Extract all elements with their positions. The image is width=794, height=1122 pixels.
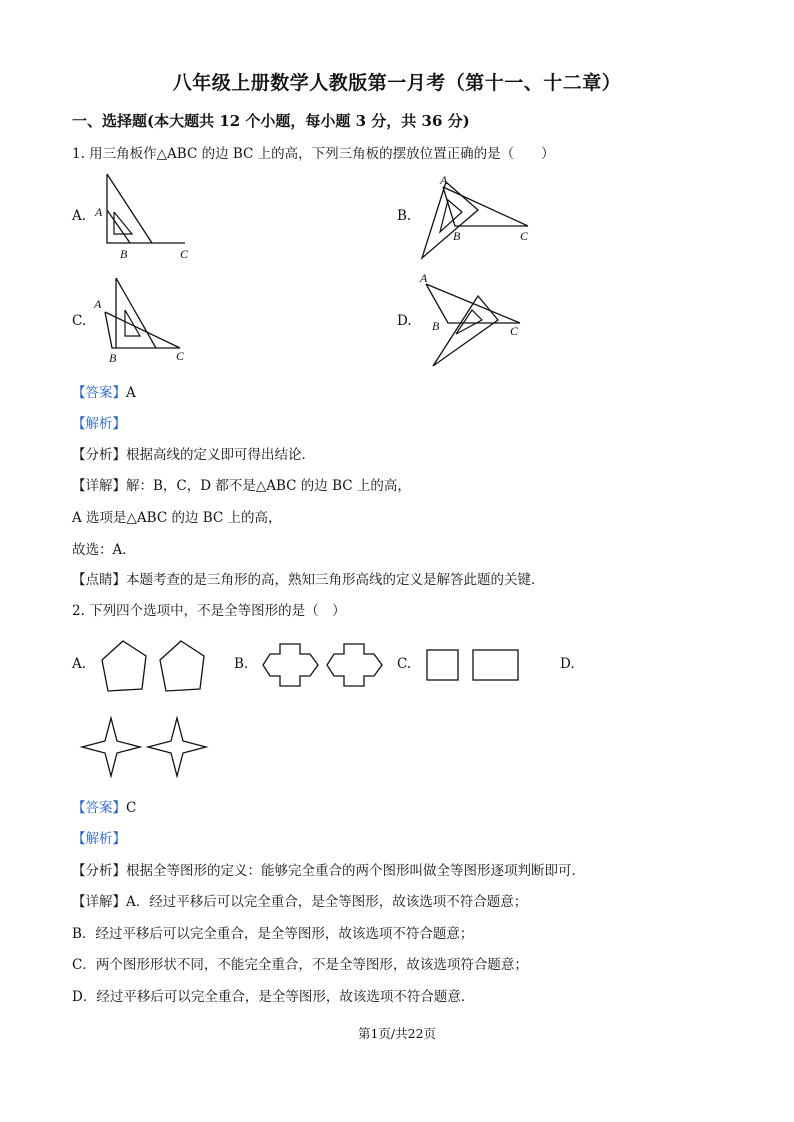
q1b-label-b: B <box>453 229 461 243</box>
q1d-label-b: B <box>432 319 440 333</box>
q1d-label-a: A <box>420 271 428 285</box>
q1-xiangjie-line2: A 选项是△ABC 的边 BC 上的高， <box>72 510 282 526</box>
q1c-label-a: A <box>94 297 102 311</box>
q1-answer <box>72 381 136 401</box>
q1-option-c-figure <box>92 274 202 370</box>
q1-option-d-label: D. <box>397 313 412 329</box>
q1-option-a-label: A. <box>72 208 87 224</box>
q1c-label-b: B <box>109 351 117 365</box>
xiangjie-text: 解：B，C，D 都不是△ABC 的边 BC 上的高， <box>126 478 411 494</box>
q1a-label-c: C <box>180 247 189 261</box>
q1-stem: 1. 用三角板作△ABC 的边 BC 上的高，下列三角板的摆放位置正确的是（ ） <box>72 146 555 162</box>
q2-option-b-figure <box>260 640 386 692</box>
section-heading: 一、选择题(本大题共 12 个小题，每小题 3 分，共 36 分) <box>72 112 470 130</box>
fenxi-text: 根据高线的定义即可得出结论． <box>126 447 315 463</box>
q1d-label-c: C <box>510 324 519 338</box>
q1-xiangjie <box>72 474 411 494</box>
xiangjie-text: A．经过平移后可以完全重合，是全等图形，故该选项不符合题意； <box>126 894 528 910</box>
q1-option-a-figure <box>92 168 202 264</box>
q1c-label-c: C <box>176 349 185 363</box>
xiangjie-tag: 【详解】 <box>72 478 126 494</box>
q1a-label-a: A <box>95 205 103 219</box>
answer-tag: 【答案】 <box>72 800 126 816</box>
fenxi-tag: 【分析】 <box>72 863 126 879</box>
q1b-label-c: C <box>520 229 529 243</box>
dianjing-text: 本题考查的是三角形的高，熟知三角形高线的定义是解答此题的关键． <box>126 572 545 588</box>
q2-option-d-label: D. <box>560 656 575 672</box>
q1-analysis-tag: 【解析】 <box>72 416 126 432</box>
q1-xiangjie-line3: 故选：A． <box>72 542 136 558</box>
page-footer: 第1页/共22页 <box>357 1026 437 1041</box>
q2-option-c-figure <box>422 646 522 684</box>
dianjing-tag: 【点睛】 <box>72 572 126 588</box>
q1b-label-a: A <box>440 173 448 187</box>
q1a-label-b: B <box>120 247 128 261</box>
q1-option-b-figure <box>418 170 538 268</box>
q2-option-d-figure <box>76 714 212 780</box>
q2-answer <box>72 796 136 816</box>
q2-option-c-label: C. <box>397 656 412 672</box>
page-title: 八年级上册数学人教版第一月考（第十一、十二章） <box>172 72 622 94</box>
answer-tag: 【答案】 <box>72 385 126 401</box>
q2-line-d: D．经过平移后可以完全重合，是全等图形，故该选项不符合题意． <box>72 989 475 1005</box>
q2-option-a-label: A. <box>72 656 87 672</box>
q1-option-b-label: B. <box>397 208 412 224</box>
q2-stem: 2. 下列四个选项中，不是全等图形的是（ ） <box>72 603 346 619</box>
q2-fenxi <box>72 859 585 879</box>
q2-analysis-tag: 【解析】 <box>72 831 126 847</box>
q1-option-c-label: C. <box>72 313 87 329</box>
answer-value: A <box>126 385 136 401</box>
fenxi-tag: 【分析】 <box>72 447 126 463</box>
xiangjie-tag: 【详解】 <box>72 894 126 910</box>
q1-dianjing <box>72 568 545 588</box>
q1-fenxi <box>72 443 315 463</box>
q1-option-d-figure <box>418 268 538 372</box>
fenxi-text: 根据全等图形的定义：能够完全重合的两个图形叫做全等图形逐项判断即可． <box>126 863 585 879</box>
q2-option-a-figure <box>96 636 212 696</box>
answer-value: C <box>126 800 137 816</box>
q2-xiangjie <box>72 890 527 910</box>
q2-line-c: C．两个图形形状不同，不能完全重合，不是全等图形，故该选项符合题意； <box>72 957 528 973</box>
q2-line-b: B．经过平移后可以完全重合，是全等图形，故该选项不符合题意； <box>72 926 474 942</box>
q2-option-b-label: B. <box>234 656 249 672</box>
